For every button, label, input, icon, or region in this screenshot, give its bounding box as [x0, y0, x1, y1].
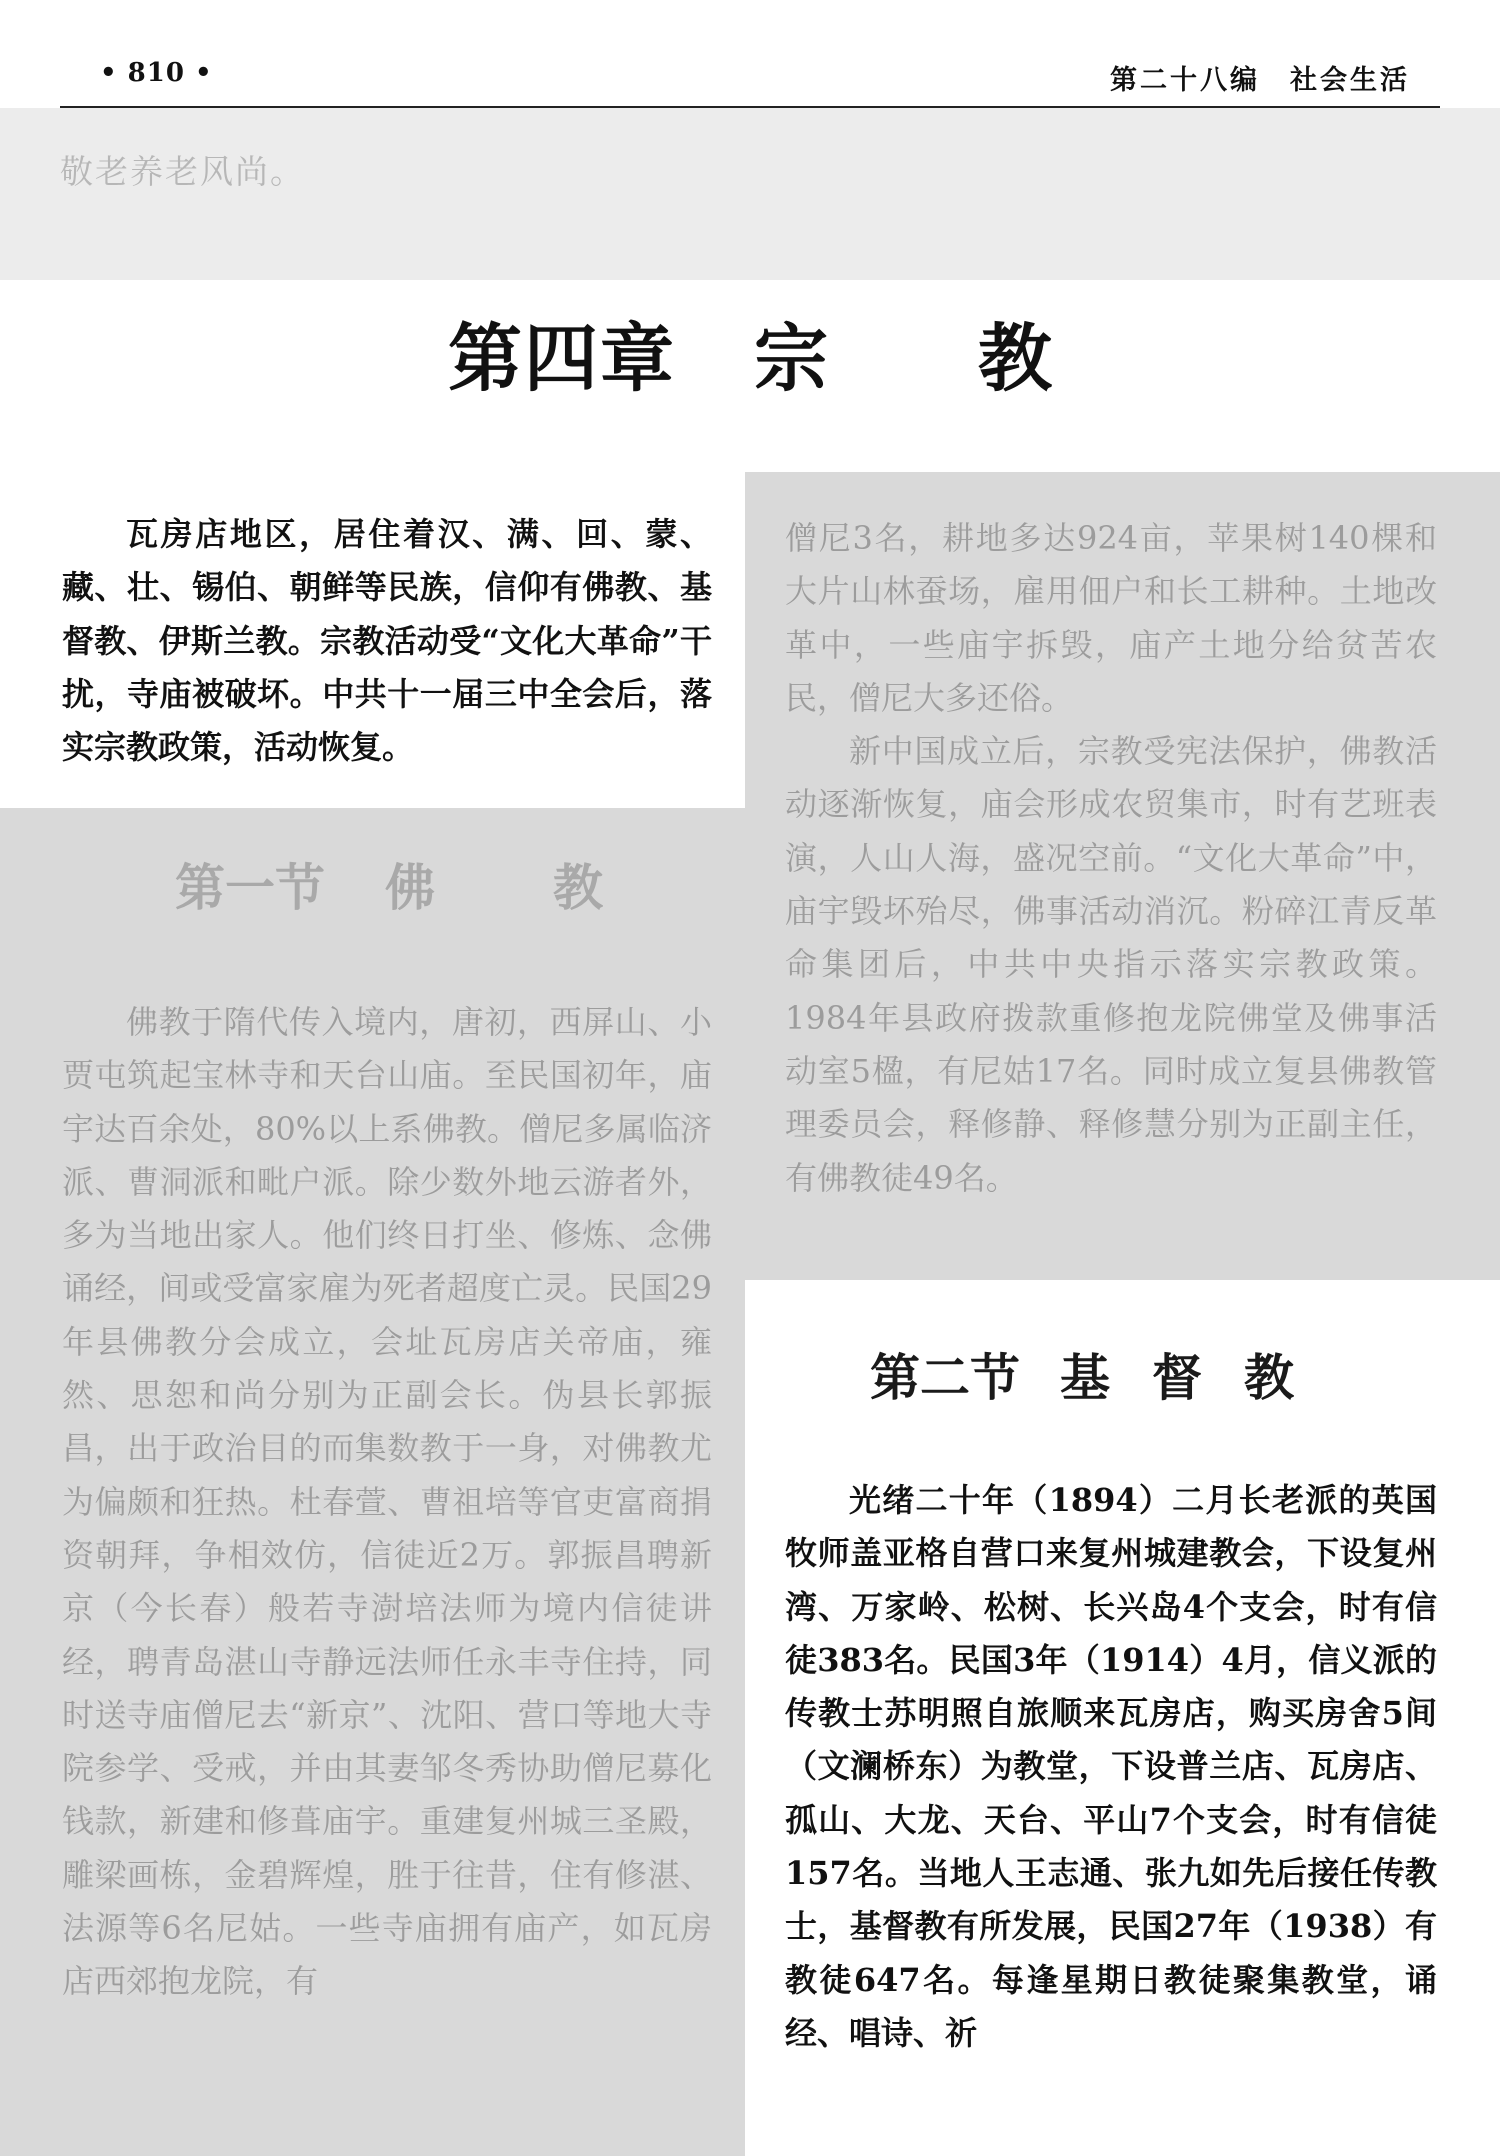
chapter-intro — [62, 508, 712, 774]
chapter-label: 第四章 — [448, 316, 676, 402]
section1-body-right — [785, 512, 1437, 1205]
continued-paragraph: 僧尼3名，耕地多达924亩，苹果树140棵和大片山林蚕场，雇用佃户和长工耕种。土地改革中，一些庙宇拆毁，庙产土地分给贫苦农民，僧尼大多还俗。 — [785, 519, 1437, 717]
body-paragraph: 佛教于隋代传入境内，唐初，西屏山、小贾屯筑起宝林寺和天台山庙。至民国初年，庙宇达百余处，80%以上系佛教。僧尼多属临济派、曹洞派和毗户派。除少数外地云游者外，多为当地出家人。他们终日打坐、修炼、念佛诵经，间或受富家雇为死者超度亡灵。民国29年县佛教分会成立，会址瓦房店关帝庙，雍然、思恕和尚分别为正副会长。伪县长郭振昌，出于政治目的而集数教于一身，对佛教尤为偏颇和狂热。杜春萱、曹祖培等官吏富商捐资朝拜，争相效仿，信徒近2万。郭振昌聘新京（今长春）般若寺澍培法师为境内信徒讲经，聘青岛湛山寺静远法师任永丰寺住持，同时送寺庙僧尼去“新京”、沈阳、营口等地大寺院参学、受戒，并由其妻邹冬秀协助僧尼募化钱款，新建和修葺庙宇。重建复州城三圣殿，雕梁画栋，金碧辉煌，胜于往昔，住有修湛、法源等6名尼姑。一些寺庙拥有庙产，如瓦房店西郊抱龙院，有 — [62, 1003, 712, 2001]
section1-heading — [175, 848, 635, 920]
section1-title-char: 佛 — [385, 858, 435, 917]
section2-title-char: 教 — [1244, 1348, 1294, 1407]
section1-title-char: 教 — [553, 858, 603, 917]
page-header — [60, 50, 1440, 108]
intro-paragraph: 瓦房店地区，居住着汉、满、回、蒙、藏、壮、锡伯、朝鲜等民族，信仰有佛教、基督教、伊斯兰教。宗教活动受“文化大革命”干扰，寺庙被破坏。中共十一届三中全会后，落实宗教政策，活动恢复。 — [62, 515, 712, 767]
running-section-title: 第二十八编 社会生活 — [1110, 65, 1410, 96]
section2-title-char: 基 — [1060, 1348, 1110, 1407]
chapter-title-char: 宗 — [754, 316, 828, 402]
faded-top-band — [0, 108, 1500, 280]
chapter-title-char: 教 — [978, 316, 1052, 402]
section1-body-left — [62, 996, 712, 2009]
previous-page-tail: 敬老养老风尚。 — [60, 152, 305, 191]
section2-body — [785, 1474, 1437, 2060]
body-paragraph: 新中国成立后，宗教受宪法保护，佛教活动逐渐恢复，庙会形成农贸集市，时有艺班表演，人山人海，盛况空前。“文化大革命”中，庙宇毁坏殆尽，佛事活动消沉。粉碎江青反革命集团后，中共中央指示落实宗教政策。1984年县政府拨款重修抱龙院佛堂及佛事活动室5楹，有尼姑17名。同时成立复县佛教管理委员会，释修静、释修慧分别为正副主任，有佛教徒49名。 — [785, 732, 1437, 1197]
body-paragraph: 光绪二十年（1894）二月长老派的英国牧师盖亚格自营口来复州城建教会，下设复州湾、万家岭、松树、长兴岛4个支会，时有信徒383名。民国3年（1914）4月，信义派的传教士苏明照自旅顺来瓦房店，购买房舍5间（文澜桥东）为教堂，下设普兰店、瓦房店、孤山、大龙、天台、平山7个支会，时有信徒157名。当地人王志通、张九如先后接任传教士，基督教有所发展，民国27年（1938）有教徒647名。每逢星期日教徒聚集教堂，诵经、唱诗、祈 — [785, 1481, 1437, 2052]
section1-label: 第一节 — [175, 858, 325, 917]
page-number: • 810 • — [100, 58, 213, 88]
section2-title-char: 督 — [1152, 1348, 1202, 1407]
chapter-title — [0, 300, 1500, 406]
section2-label: 第二节 — [870, 1348, 1020, 1407]
section2-heading — [870, 1338, 1430, 1410]
